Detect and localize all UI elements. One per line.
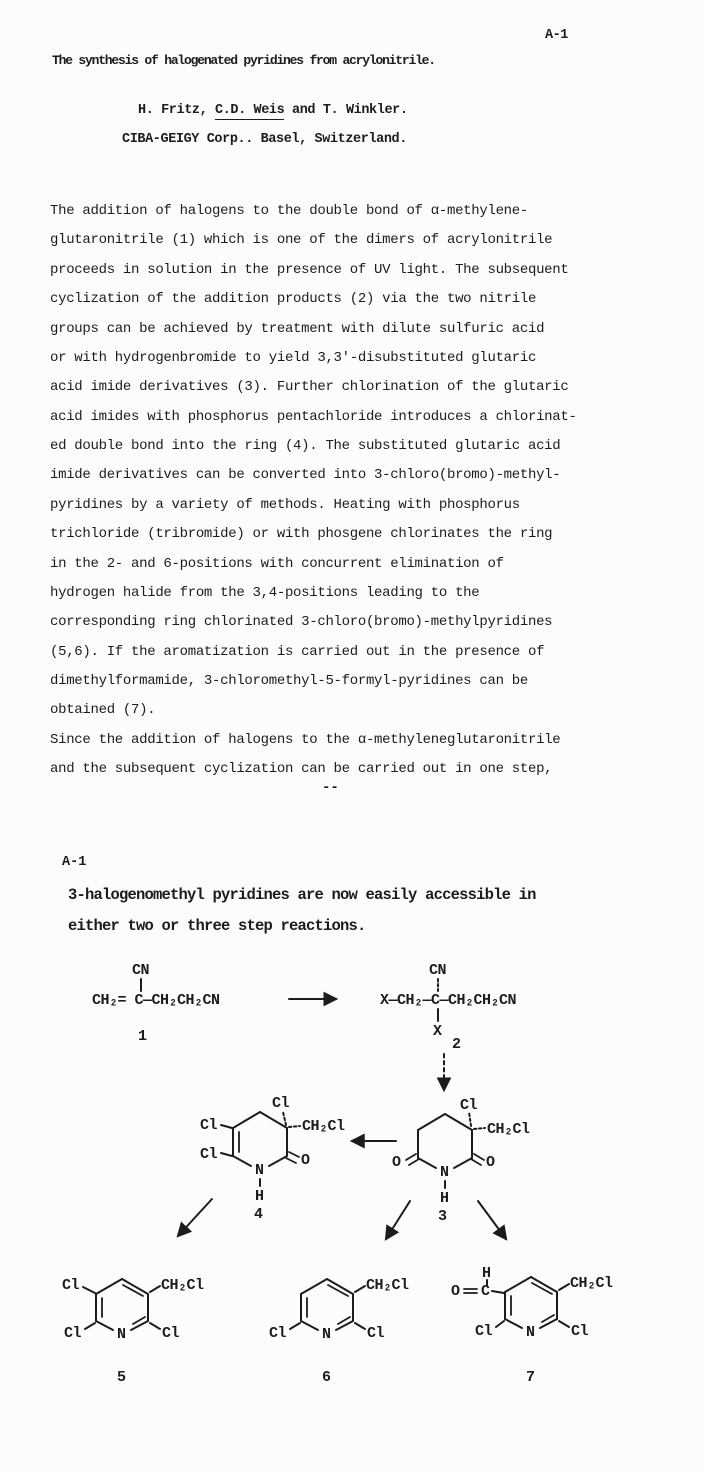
c1-number: 1 (138, 1028, 147, 1045)
abstract-line: imide derivatives can be converted into 3-chloro(bromo)-methyl- (50, 467, 561, 483)
paper-title: The synthesis of halogenated pyridines from acrylonitrile. (52, 53, 435, 68)
c3-nh-hydrogen-label: H (440, 1190, 449, 1207)
c2-number: 2 (452, 1036, 461, 1053)
c6-ch2cl-label: CH₂Cl (366, 1277, 409, 1294)
abstract-line: The addition of halogens to the double bond of α-methylene- (50, 203, 528, 219)
c5-cl-lower-left-label: Cl (64, 1325, 82, 1342)
c1-nitrile-label: CN (132, 962, 150, 979)
abstract-line: proceeds in solution in the presence of UV light. The subsequent (50, 262, 569, 278)
c5-ch2cl-label: CH₂Cl (161, 1277, 204, 1294)
abstract-line: (5,6). If the aromatization is carried out in the presence of (50, 644, 545, 660)
c3-cl-label: Cl (460, 1097, 478, 1114)
abstract-line: and the subsequent cyclization can be carried out in one step, (50, 761, 553, 777)
c6-number: 6 (322, 1369, 331, 1386)
c6-cl-lower-left-label: Cl (269, 1325, 287, 1342)
c2-chain-label: X—CH₂—C—CH₂CH₂CN (380, 992, 517, 1009)
c3-number: 3 (438, 1208, 447, 1225)
abstract-line: or with hydrogenbromide to yield 3,3'-disubstituted glutaric (50, 350, 537, 366)
c4-number: 4 (254, 1206, 263, 1223)
c7-nitrogen-label: N (526, 1324, 535, 1341)
page-break-mark: -- (322, 780, 339, 796)
c6-cl-lower-right-label: Cl (367, 1325, 385, 1342)
c4-cl-top-label: Cl (272, 1095, 290, 1112)
c7-cl-lower-left-label: Cl (475, 1323, 493, 1340)
abstract-line: acid imide derivatives (3). Further chlorination of the glutaric (50, 379, 569, 395)
c3-oxygen-left-label: O (392, 1154, 401, 1171)
arrow-3-to-6 (386, 1201, 410, 1239)
c4-cl-upper-left-label: Cl (200, 1117, 218, 1134)
abstract-line: cyclization of the addition products (2) via the two nitrile (50, 291, 537, 307)
page-label: A-1 (545, 28, 568, 43)
abstract-line: dimethylformamide, 3-chloromethyl-5-formyl-pyridines can be (50, 673, 528, 689)
compound6-bonds (290, 1279, 365, 1330)
c4-ch2cl-label: CH₂Cl (302, 1118, 345, 1135)
abstract-line: hydrogen halide from the 3,4-positions leading to the (50, 585, 480, 601)
c2-halogen-label: X (433, 1023, 442, 1040)
c2-nitrile-label: CN (429, 962, 447, 979)
section-label: A-1 (62, 855, 87, 870)
c5-nitrogen-label: N (117, 1326, 126, 1343)
abstract-line: corresponding ring chlorinated 3-chloro(bromo)-methylpyridines (50, 614, 553, 630)
c7-cl-lower-right-label: Cl (571, 1323, 589, 1340)
c1-chain-label: CH₂= C—CH₂CH₂CN (92, 992, 220, 1009)
compound7-bonds (464, 1277, 569, 1328)
section-line: either two or three step reactions. (68, 917, 366, 935)
c7-formyl-h-label: H (482, 1265, 491, 1282)
affiliation-line: CIBA-GEIGY Corp.. Basel, Switzerland. (122, 132, 407, 147)
abstract-line: acid imides with phosphorus pentachloride introduces a chlorinat- (50, 409, 577, 425)
c7-ch2cl-label: CH₂Cl (570, 1275, 613, 1292)
c7-formyl-o-label: O (451, 1283, 460, 1300)
compound5-bonds (83, 1279, 160, 1330)
c4-oxygen-label: O (301, 1152, 310, 1169)
c5-number: 5 (117, 1369, 126, 1386)
abstract-line: obtained (7). (50, 702, 156, 718)
abstract-line: glutaronitrile (1) which is one of the dimers of acrylonitrile (50, 232, 553, 248)
c6-nitrogen-label: N (322, 1326, 331, 1343)
author-fritz: H. Fritz, (138, 103, 216, 118)
section-line: 3-halogenomethyl pyridines are now easily accessible in (68, 886, 536, 904)
abstract-line: in the 2- and 6-positions with concurrent elimination of (50, 556, 504, 572)
c3-nitrogen-label: N (440, 1164, 449, 1181)
c3-oxygen-right-label: O (486, 1154, 495, 1171)
arrow-4-to-5 (178, 1199, 212, 1236)
c3-ch2cl-label: CH₂Cl (487, 1121, 530, 1138)
c5-cl-lower-right-label: Cl (162, 1325, 180, 1342)
author-weis-underlined: C.D. Weis (215, 103, 285, 118)
abstract-line: trichloride (tribromide) or with phosgene chlorinates the ring (50, 526, 553, 542)
c4-nh-hydrogen-label: H (255, 1188, 264, 1205)
abstract-line: groups can be achieved by treatment with dilute sulfuric acid (50, 321, 545, 337)
abstract-line: ed double bond into the ring (4). The substituted glutaric acid (50, 438, 561, 454)
abstract-line: Since the addition of halogens to the α-methyleneglutaronitrile (50, 732, 561, 748)
abstract-line: pyridines by a variety of methods. Heating with phosphorus (50, 497, 520, 513)
c5-cl-upper-left-label: Cl (62, 1277, 80, 1294)
c4-nitrogen-label: N (255, 1162, 264, 1179)
c7-formyl-c-label: C (481, 1283, 490, 1300)
author-winkler: and T. Winkler. (284, 103, 408, 118)
arrow-3-to-7 (478, 1201, 506, 1239)
c4-cl-lower-left-label: Cl (200, 1146, 218, 1163)
c7-number: 7 (526, 1369, 535, 1386)
